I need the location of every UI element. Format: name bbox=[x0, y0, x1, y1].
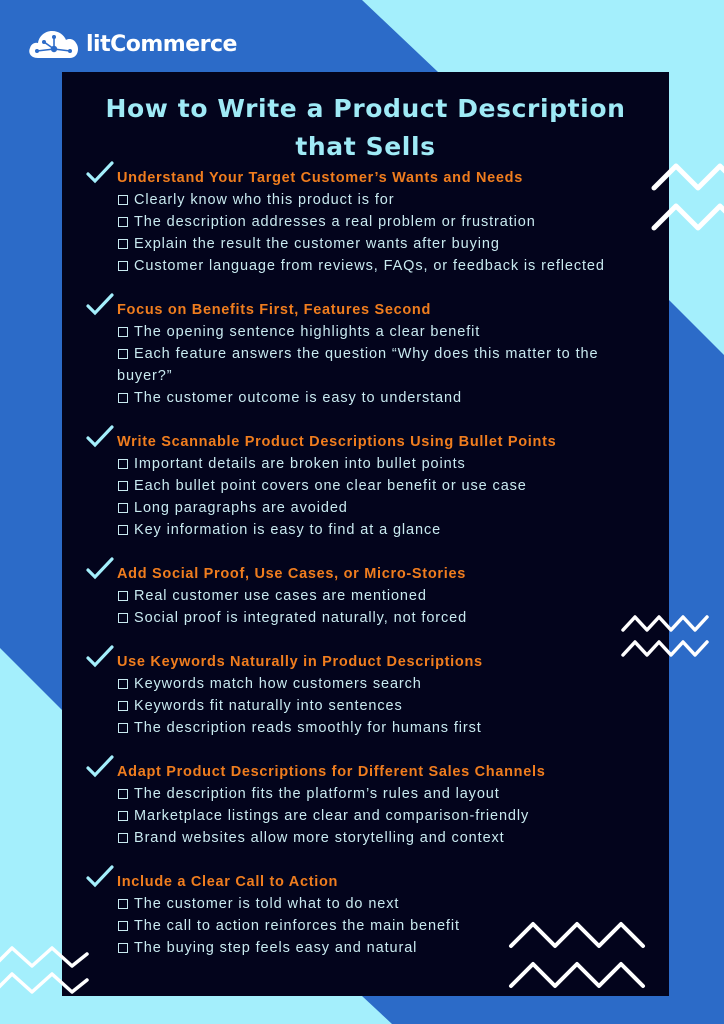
checklist-item[interactable]: The description addresses a real problem or frustration bbox=[117, 211, 646, 233]
checkmark-icon bbox=[86, 755, 114, 779]
checkbox-icon[interactable] bbox=[118, 811, 128, 821]
checklist-section bbox=[86, 167, 646, 277]
checkbox-icon[interactable] bbox=[118, 921, 128, 931]
section-heading: Add Social Proof, Use Cases, or Micro-Stories bbox=[117, 566, 466, 582]
checkbox-icon[interactable] bbox=[118, 679, 128, 689]
checklist-item[interactable]: Long paragraphs are avoided bbox=[117, 497, 646, 519]
zigzag-decoration-middle-right bbox=[620, 612, 714, 662]
checklist-item[interactable]: Brand websites allow more storytelling and context bbox=[117, 827, 646, 849]
checklist-section bbox=[86, 431, 646, 541]
checklist-item[interactable]: Each bullet point covers one clear benefit or use case bbox=[117, 475, 646, 497]
checkmark-icon bbox=[86, 865, 114, 889]
checkmark-icon bbox=[86, 425, 114, 449]
section-heading: Write Scannable Product Descriptions Using Bullet Points bbox=[117, 434, 557, 450]
checkbox-icon[interactable] bbox=[118, 701, 128, 711]
checkbox-icon[interactable] bbox=[118, 459, 128, 469]
brand-name: litCommerce bbox=[86, 31, 237, 57]
checkbox-icon[interactable] bbox=[118, 327, 128, 337]
checklist-section bbox=[86, 651, 646, 739]
checklist-item[interactable]: Key information is easy to find at a glance bbox=[117, 519, 646, 541]
checklist-item[interactable]: Keywords fit naturally into sentences bbox=[117, 695, 646, 717]
page-title bbox=[62, 90, 669, 166]
checkbox-icon[interactable] bbox=[118, 195, 128, 205]
checkbox-icon[interactable] bbox=[118, 723, 128, 733]
section-heading: Adapt Product Descriptions for Different Sales Channels bbox=[117, 764, 546, 780]
logo[interactable] bbox=[28, 28, 237, 60]
checkmark-icon bbox=[86, 645, 114, 669]
checklist-item[interactable]: Important details are broken into bullet points bbox=[117, 453, 646, 475]
checklist-section bbox=[86, 761, 646, 849]
checklist-panel bbox=[62, 72, 669, 996]
title-line-1: How to Write a Product Description bbox=[105, 94, 626, 123]
checkbox-icon[interactable] bbox=[118, 217, 128, 227]
checklist-item[interactable]: Explain the result the customer wants after buying bbox=[117, 233, 646, 255]
checklist-item[interactable]: Marketplace listings are clear and comparison-friendly bbox=[117, 805, 646, 827]
checkbox-icon[interactable] bbox=[118, 789, 128, 799]
checklist-item[interactable]: Customer language from reviews, FAQs, or feedback is reflected bbox=[117, 255, 646, 277]
zigzag-decoration-bottom-right bbox=[508, 920, 648, 992]
checklist-item[interactable]: The buying step feels easy and natural bbox=[117, 937, 646, 959]
section-heading: Include a Clear Call to Action bbox=[117, 874, 339, 890]
checkmark-icon bbox=[86, 557, 114, 581]
checkbox-icon[interactable] bbox=[118, 261, 128, 271]
checklist-section bbox=[86, 563, 646, 629]
checkbox-icon[interactable] bbox=[118, 833, 128, 843]
checkbox-icon[interactable] bbox=[118, 525, 128, 535]
section-heading: Understand Your Target Customer’s Wants and Needs bbox=[117, 170, 523, 186]
checklist-item[interactable]: The customer outcome is easy to understand bbox=[117, 387, 646, 409]
checkbox-icon[interactable] bbox=[118, 943, 128, 953]
checklist-item[interactable]: The description fits the platform’s rules and layout bbox=[117, 783, 646, 805]
checkbox-icon[interactable] bbox=[118, 503, 128, 513]
section-heading: Focus on Benefits First, Features Second bbox=[117, 302, 432, 318]
checklist-item[interactable]: The call to action reinforces the main benefit bbox=[117, 915, 646, 937]
checkbox-icon[interactable] bbox=[118, 393, 128, 403]
checkbox-icon[interactable] bbox=[118, 239, 128, 249]
checklist-item[interactable]: The customer is told what to do next bbox=[117, 893, 646, 915]
checkbox-icon[interactable] bbox=[118, 899, 128, 909]
checklist-item[interactable]: Real customer use cases are mentioned bbox=[117, 585, 646, 607]
checkbox-icon[interactable] bbox=[118, 613, 128, 623]
section-heading: Use Keywords Naturally in Product Descriptions bbox=[117, 654, 483, 670]
checklist-item[interactable]: The opening sentence highlights a clear benefit bbox=[117, 321, 646, 343]
checkbox-icon[interactable] bbox=[118, 591, 128, 601]
cloud-network-icon bbox=[28, 28, 80, 60]
checklist-item[interactable]: Social proof is integrated naturally, not forced bbox=[117, 607, 646, 629]
checkmark-icon bbox=[86, 293, 114, 317]
checkmark-icon bbox=[86, 161, 114, 185]
checklist-item[interactable]: Keywords match how customers search bbox=[117, 673, 646, 695]
checklist-sections bbox=[86, 167, 646, 981]
checklist-item[interactable]: Clearly know who this product is for bbox=[117, 189, 646, 211]
checklist-item[interactable]: The description reads smoothly for humans first bbox=[117, 717, 646, 739]
title-line-2: that Sells bbox=[295, 132, 436, 161]
checklist-section bbox=[86, 299, 646, 409]
checklist-item[interactable]: Each feature answers the question “Why does this matter to the buyer?” bbox=[117, 346, 599, 384]
zigzag-decoration-bottom-left bbox=[0, 944, 90, 1000]
checkbox-icon[interactable] bbox=[118, 481, 128, 491]
checkbox-icon[interactable] bbox=[118, 349, 128, 359]
zigzag-decoration-top-right bbox=[650, 162, 724, 234]
